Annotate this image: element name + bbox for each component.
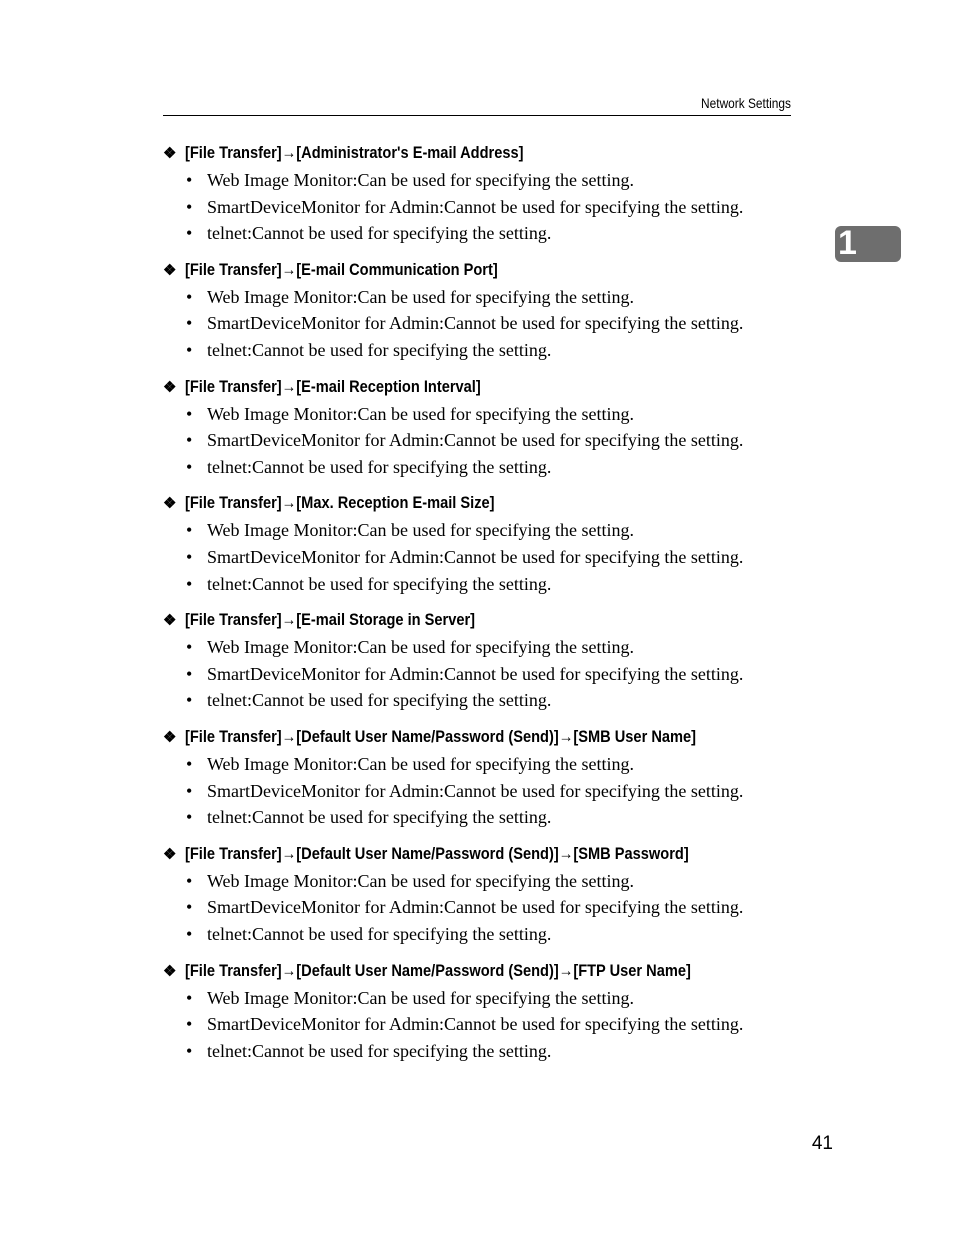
list-item-text: telnet:Cannot be used for specifying the setting. [207,223,552,244]
list-item-text: SmartDeviceMonitor for Admin:Cannot be used for specifying the setting. [207,663,744,684]
bullet-dot-icon: • [186,196,193,217]
list-item-text: SmartDeviceMonitor for Admin:Cannot be used for specifying the setting. [207,897,744,918]
bullet-dot-icon: • [186,923,193,944]
setting-section [163,140,803,257]
bullet-dot-icon: • [186,456,193,477]
section-heading [163,140,579,166]
setting-section [163,958,803,1075]
diamond-bullet-icon: ❖ [163,962,177,980]
section-heading-text: [File Transfer]→[E-mail Reception Interval] [185,376,481,396]
list-item-text: telnet:Cannot be used for specifying the setting. [207,573,552,594]
list-item-text: Web Image Monitor:Can be used for specifying the setting. [207,403,634,424]
bullet-dot-icon: • [186,780,193,801]
bullet-dot-icon: • [186,430,193,451]
section-heading-text: [File Transfer]→[E-mail Communication Port] [185,259,498,279]
bullet-dot-icon: • [186,870,193,891]
bullet-dot-icon: • [186,339,193,360]
bullet-dot-icon: • [186,807,193,828]
section-heading [163,958,773,984]
bullet-dot-icon: • [186,753,193,774]
diamond-bullet-icon: ❖ [163,845,177,863]
bullet-dot-icon: • [186,690,193,711]
section-heading [163,607,522,633]
section-heading [163,374,529,400]
bullet-dot-icon: • [186,1014,193,1035]
section-heading-text: [File Transfer]→[Default User Name/Password (Send)]→[SMB Password] [185,843,689,863]
header-rule [163,115,791,116]
settings-content [163,140,803,1074]
diamond-bullet-icon: ❖ [163,728,177,746]
bullet-dot-icon: • [186,637,193,658]
section-heading-text: [File Transfer]→[Default User Name/Password (Send)]→[SMB User Name] [185,726,697,746]
section-heading [163,841,771,867]
setting-section [163,607,803,724]
page-number: 41 [811,1133,833,1154]
bullet-dot-icon: • [186,170,193,190]
list-item-text: SmartDeviceMonitor for Admin:Cannot be used for specifying the setting. [207,780,744,801]
bullet-dot-icon: • [186,1040,193,1061]
list-item-text: telnet:Cannot be used for specifying the setting. [207,923,552,944]
bullet-dot-icon: • [186,573,193,594]
setting-section [163,257,803,374]
setting-section [163,841,803,958]
chapter-tab [835,226,901,262]
list-item-text: telnet:Cannot be used for specifying the setting. [207,339,552,360]
list-item-text: telnet:Cannot be used for specifying the setting. [207,1040,552,1061]
bullet-dot-icon: • [186,987,193,1008]
bullet-dot-icon: • [186,313,193,334]
list-item-text: Web Image Monitor:Can be used for specifying the setting. [207,987,634,1008]
list-item-text: SmartDeviceMonitor for Admin:Cannot be used for specifying the setting. [207,1014,744,1035]
bullet-dot-icon: • [186,286,193,307]
setting-section [163,724,803,841]
section-heading-text: [File Transfer]→[E-mail Storage in Server] [185,610,476,630]
list-item-text: Web Image Monitor:Can be used for specifying the setting. [207,870,634,891]
list-item-text: telnet:Cannot be used for specifying the setting. [207,690,552,711]
section-heading-text: [File Transfer]→[Default User Name/Password (Send)]→[FTP User Name] [185,960,691,980]
bullet-dot-icon: • [186,546,193,567]
setting-section [163,374,803,491]
section-heading [163,257,549,283]
list-item-text: telnet:Cannot be used for specifying the setting. [207,807,552,828]
bullet-dot-icon: • [186,663,193,684]
diamond-bullet-icon: ❖ [163,612,177,630]
section-heading-text: [File Transfer]→[Administrator's E-mail Address] [185,143,524,162]
diamond-bullet-icon: ❖ [163,378,177,396]
bullet-dot-icon: • [186,520,193,541]
list-item-text: SmartDeviceMonitor for Admin:Cannot be used for specifying the setting. [207,430,744,451]
list-item-text: SmartDeviceMonitor for Admin:Cannot be used for specifying the setting. [207,546,744,567]
list-item-text: SmartDeviceMonitor for Admin:Cannot be used for specifying the setting. [207,196,744,217]
running-header: Network Settings [701,95,791,111]
list-item-text: SmartDeviceMonitor for Admin:Cannot be used for specifying the setting. [207,313,744,334]
list-item-text: Web Image Monitor:Can be used for specifying the setting. [207,170,634,190]
list-item-text: Web Image Monitor:Can be used for specifying the setting. [207,637,634,658]
bullet-dot-icon: • [186,897,193,918]
setting-section [163,490,803,607]
list-item-text: Web Image Monitor:Can be used for specifying the setting. [207,520,634,541]
bullet-dot-icon: • [186,223,193,244]
chapter-number: 1 [838,224,857,262]
diamond-bullet-icon: ❖ [163,495,177,513]
diamond-bullet-icon: ❖ [163,261,177,279]
section-heading [163,490,545,516]
list-item-text: Web Image Monitor:Can be used for specifying the setting. [207,286,634,307]
list-item-text: Web Image Monitor:Can be used for specifying the setting. [207,753,634,774]
section-heading [163,724,779,750]
diamond-bullet-icon: ❖ [163,145,177,162]
bullet-dot-icon: • [186,403,193,424]
section-heading-text: [File Transfer]→[Max. Reception E-mail Size] [185,493,495,513]
list-item-text: telnet:Cannot be used for specifying the setting. [207,456,552,477]
